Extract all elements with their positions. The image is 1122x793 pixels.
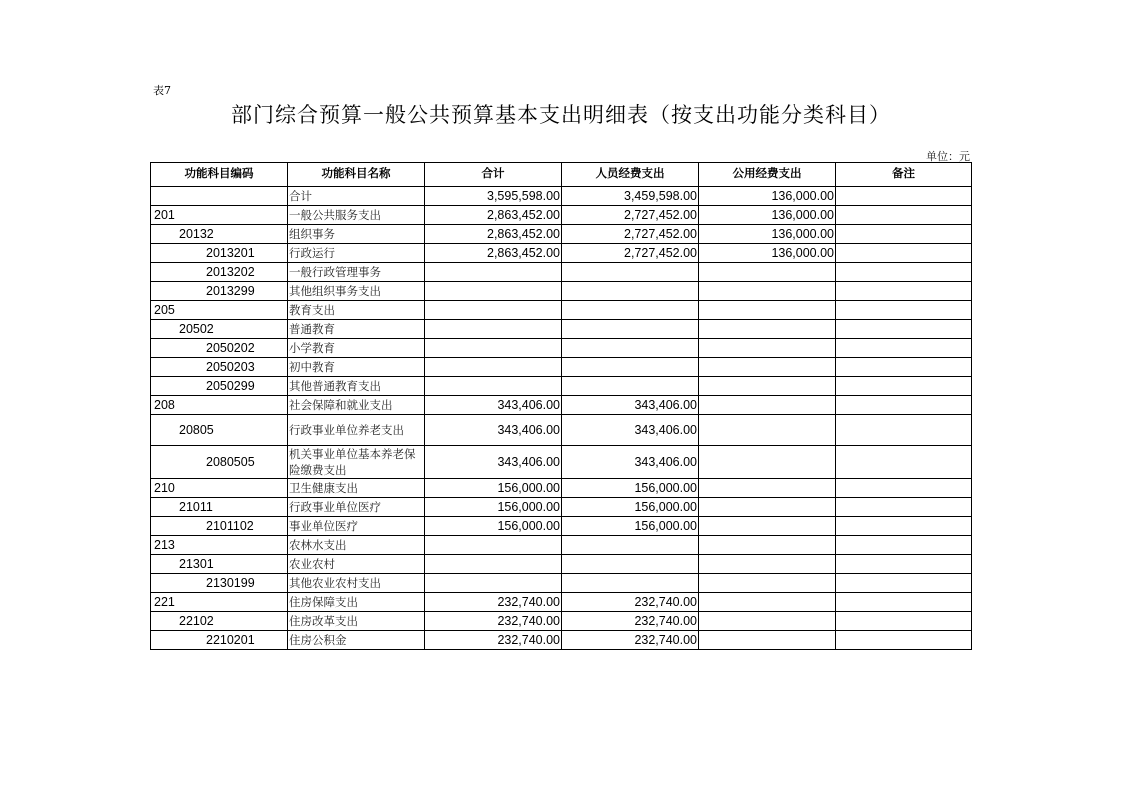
- row-name-cell: 住房保障支出: [288, 593, 425, 612]
- column-header-note: 备注: [836, 163, 972, 187]
- row-code-cell: 20805: [151, 415, 288, 446]
- row-code-cell: 2050202: [151, 339, 288, 358]
- row-note-cell: [836, 517, 972, 536]
- row-public-cell: [699, 446, 836, 479]
- row-name-cell: 其他普通教育支出: [288, 377, 425, 396]
- row-code-cell: 2101102: [151, 517, 288, 536]
- row-personnel-cell: 2,727,452.00: [562, 225, 699, 244]
- row-note-cell: [836, 320, 972, 339]
- table-row: [151, 593, 972, 612]
- row-note-cell: [836, 358, 972, 377]
- row-name-cell: 小学教育: [288, 339, 425, 358]
- row-public-cell: [699, 517, 836, 536]
- row-personnel-cell: [562, 263, 699, 282]
- row-total-cell: 343,406.00: [425, 446, 562, 479]
- row-code-cell: 21301: [151, 555, 288, 574]
- row-name-cell: 行政事业单位医疗: [288, 498, 425, 517]
- row-code-cell: 2080505: [151, 446, 288, 479]
- table-row: [151, 301, 972, 320]
- table-row: [151, 517, 972, 536]
- row-personnel-cell: 343,406.00: [562, 396, 699, 415]
- row-code-cell: 213: [151, 536, 288, 555]
- row-name-cell: 教育支出: [288, 301, 425, 320]
- row-name-cell: 社会保障和就业支出: [288, 396, 425, 415]
- row-public-cell: 136,000.00: [699, 244, 836, 263]
- table-row: [151, 536, 972, 555]
- row-public-cell: [699, 301, 836, 320]
- table-row: [151, 358, 972, 377]
- row-note-cell: [836, 377, 972, 396]
- row-code-cell: 2013201: [151, 244, 288, 263]
- row-total-cell: [425, 377, 562, 396]
- row-name-cell: 合计: [288, 187, 425, 206]
- column-header-personnel: 人员经费支出: [562, 163, 699, 187]
- row-total-cell: [425, 282, 562, 301]
- row-total-cell: 3,595,598.00: [425, 187, 562, 206]
- row-total-cell: [425, 555, 562, 574]
- row-name-cell: 农业农村: [288, 555, 425, 574]
- row-personnel-cell: 156,000.00: [562, 517, 699, 536]
- table-row: [151, 377, 972, 396]
- row-total-cell: 232,740.00: [425, 612, 562, 631]
- column-header-code: 功能科目编码: [151, 163, 288, 187]
- table-row: [151, 396, 972, 415]
- row-personnel-cell: [562, 536, 699, 555]
- table-row: [151, 415, 972, 446]
- row-public-cell: 136,000.00: [699, 206, 836, 225]
- table-header-row: [151, 163, 972, 187]
- row-total-cell: 156,000.00: [425, 479, 562, 498]
- table-number-label: 表7: [153, 84, 171, 97]
- row-note-cell: [836, 282, 972, 301]
- row-note-cell: [836, 612, 972, 631]
- row-total-cell: [425, 320, 562, 339]
- row-name-cell: 其他组织事务支出: [288, 282, 425, 301]
- row-note-cell: [836, 263, 972, 282]
- row-public-cell: [699, 377, 836, 396]
- table-row: [151, 244, 972, 263]
- row-public-cell: [699, 479, 836, 498]
- row-note-cell: [836, 446, 972, 479]
- table-row: [151, 282, 972, 301]
- row-code-cell: 2210201: [151, 631, 288, 650]
- row-note-cell: [836, 536, 972, 555]
- row-note-cell: [836, 498, 972, 517]
- row-public-cell: [699, 415, 836, 446]
- row-personnel-cell: 2,727,452.00: [562, 244, 699, 263]
- row-total-cell: 2,863,452.00: [425, 206, 562, 225]
- row-personnel-cell: [562, 282, 699, 301]
- row-note-cell: [836, 244, 972, 263]
- row-code-cell: 2130199: [151, 574, 288, 593]
- row-public-cell: 136,000.00: [699, 225, 836, 244]
- row-public-cell: [699, 282, 836, 301]
- row-note-cell: [836, 415, 972, 446]
- row-name-cell: 组织事务: [288, 225, 425, 244]
- row-total-cell: 156,000.00: [425, 498, 562, 517]
- row-total-cell: [425, 358, 562, 377]
- row-total-cell: [425, 339, 562, 358]
- row-name-cell: 其他农业农村支出: [288, 574, 425, 593]
- table-row: [151, 320, 972, 339]
- row-personnel-cell: [562, 574, 699, 593]
- row-name-cell: 住房公积金: [288, 631, 425, 650]
- row-code-cell: 20502: [151, 320, 288, 339]
- row-personnel-cell: 232,740.00: [562, 593, 699, 612]
- row-total-cell: 2,863,452.00: [425, 244, 562, 263]
- row-code-cell: 2013202: [151, 263, 288, 282]
- row-personnel-cell: 156,000.00: [562, 498, 699, 517]
- row-public-cell: [699, 612, 836, 631]
- row-code-cell: 201: [151, 206, 288, 225]
- row-personnel-cell: 343,406.00: [562, 446, 699, 479]
- row-public-cell: [699, 631, 836, 650]
- table-row: [151, 339, 972, 358]
- table-row: [151, 446, 972, 479]
- row-note-cell: [836, 339, 972, 358]
- row-personnel-cell: 3,459,598.00: [562, 187, 699, 206]
- table-row: [151, 206, 972, 225]
- row-personnel-cell: [562, 555, 699, 574]
- row-total-cell: 232,740.00: [425, 631, 562, 650]
- row-note-cell: [836, 396, 972, 415]
- row-personnel-cell: [562, 320, 699, 339]
- column-header-total: 合计: [425, 163, 562, 187]
- table-row: [151, 479, 972, 498]
- row-personnel-cell: 343,406.00: [562, 415, 699, 446]
- row-name-cell: 一般行政管理事务: [288, 263, 425, 282]
- row-code-cell: 2013299: [151, 282, 288, 301]
- row-note-cell: [836, 574, 972, 593]
- row-total-cell: 343,406.00: [425, 396, 562, 415]
- row-name-cell: 事业单位医疗: [288, 517, 425, 536]
- row-note-cell: [836, 301, 972, 320]
- row-public-cell: 136,000.00: [699, 187, 836, 206]
- row-total-cell: [425, 263, 562, 282]
- row-code-cell: 221: [151, 593, 288, 612]
- page-title: 部门综合预算一般公共预算基本支出明细表（按支出功能分类科目）: [231, 103, 891, 127]
- row-note-cell: [836, 225, 972, 244]
- column-header-name: 功能科目名称: [288, 163, 425, 187]
- row-public-cell: [699, 498, 836, 517]
- table-row: [151, 187, 972, 206]
- table-row: [151, 612, 972, 631]
- row-note-cell: [836, 631, 972, 650]
- row-note-cell: [836, 187, 972, 206]
- table-row: [151, 263, 972, 282]
- row-personnel-cell: 232,740.00: [562, 612, 699, 631]
- table-row: [151, 574, 972, 593]
- row-note-cell: [836, 479, 972, 498]
- row-personnel-cell: [562, 339, 699, 358]
- unit-label: 单位：元: [926, 150, 970, 163]
- row-code-cell: 208: [151, 396, 288, 415]
- row-code-cell: 20132: [151, 225, 288, 244]
- table-row: [151, 631, 972, 650]
- row-code-cell: 205: [151, 301, 288, 320]
- row-public-cell: [699, 339, 836, 358]
- row-name-cell: 农林水支出: [288, 536, 425, 555]
- row-note-cell: [836, 206, 972, 225]
- row-note-cell: [836, 593, 972, 612]
- row-total-cell: 343,406.00: [425, 415, 562, 446]
- row-personnel-cell: [562, 301, 699, 320]
- table-body: [151, 187, 972, 650]
- row-note-cell: [836, 555, 972, 574]
- row-public-cell: [699, 396, 836, 415]
- row-name-cell: 行政运行: [288, 244, 425, 263]
- column-header-public: 公用经费支出: [699, 163, 836, 187]
- budget-table: [150, 162, 972, 650]
- row-total-cell: [425, 301, 562, 320]
- row-code-cell: 2050299: [151, 377, 288, 396]
- row-total-cell: [425, 536, 562, 555]
- row-code-cell: 21011: [151, 498, 288, 517]
- row-public-cell: [699, 358, 836, 377]
- row-public-cell: [699, 555, 836, 574]
- row-total-cell: 232,740.00: [425, 593, 562, 612]
- table-row: [151, 555, 972, 574]
- row-public-cell: [699, 574, 836, 593]
- row-personnel-cell: 232,740.00: [562, 631, 699, 650]
- table-row: [151, 498, 972, 517]
- row-name-cell: 行政事业单位养老支出: [288, 415, 425, 446]
- row-code-cell: 210: [151, 479, 288, 498]
- row-total-cell: 156,000.00: [425, 517, 562, 536]
- row-total-cell: 2,863,452.00: [425, 225, 562, 244]
- row-public-cell: [699, 536, 836, 555]
- row-public-cell: [699, 263, 836, 282]
- row-name-cell: 机关事业单位基本养老保险缴费支出: [288, 446, 425, 479]
- row-personnel-cell: 2,727,452.00: [562, 206, 699, 225]
- row-public-cell: [699, 593, 836, 612]
- row-name-cell: 卫生健康支出: [288, 479, 425, 498]
- row-code-cell: [151, 187, 288, 206]
- row-public-cell: [699, 320, 836, 339]
- row-personnel-cell: 156,000.00: [562, 479, 699, 498]
- table-row: [151, 225, 972, 244]
- row-name-cell: 一般公共服务支出: [288, 206, 425, 225]
- row-name-cell: 住房改革支出: [288, 612, 425, 631]
- row-personnel-cell: [562, 358, 699, 377]
- row-code-cell: 2050203: [151, 358, 288, 377]
- row-personnel-cell: [562, 377, 699, 396]
- row-name-cell: 初中教育: [288, 358, 425, 377]
- row-code-cell: 22102: [151, 612, 288, 631]
- row-total-cell: [425, 574, 562, 593]
- row-name-cell: 普通教育: [288, 320, 425, 339]
